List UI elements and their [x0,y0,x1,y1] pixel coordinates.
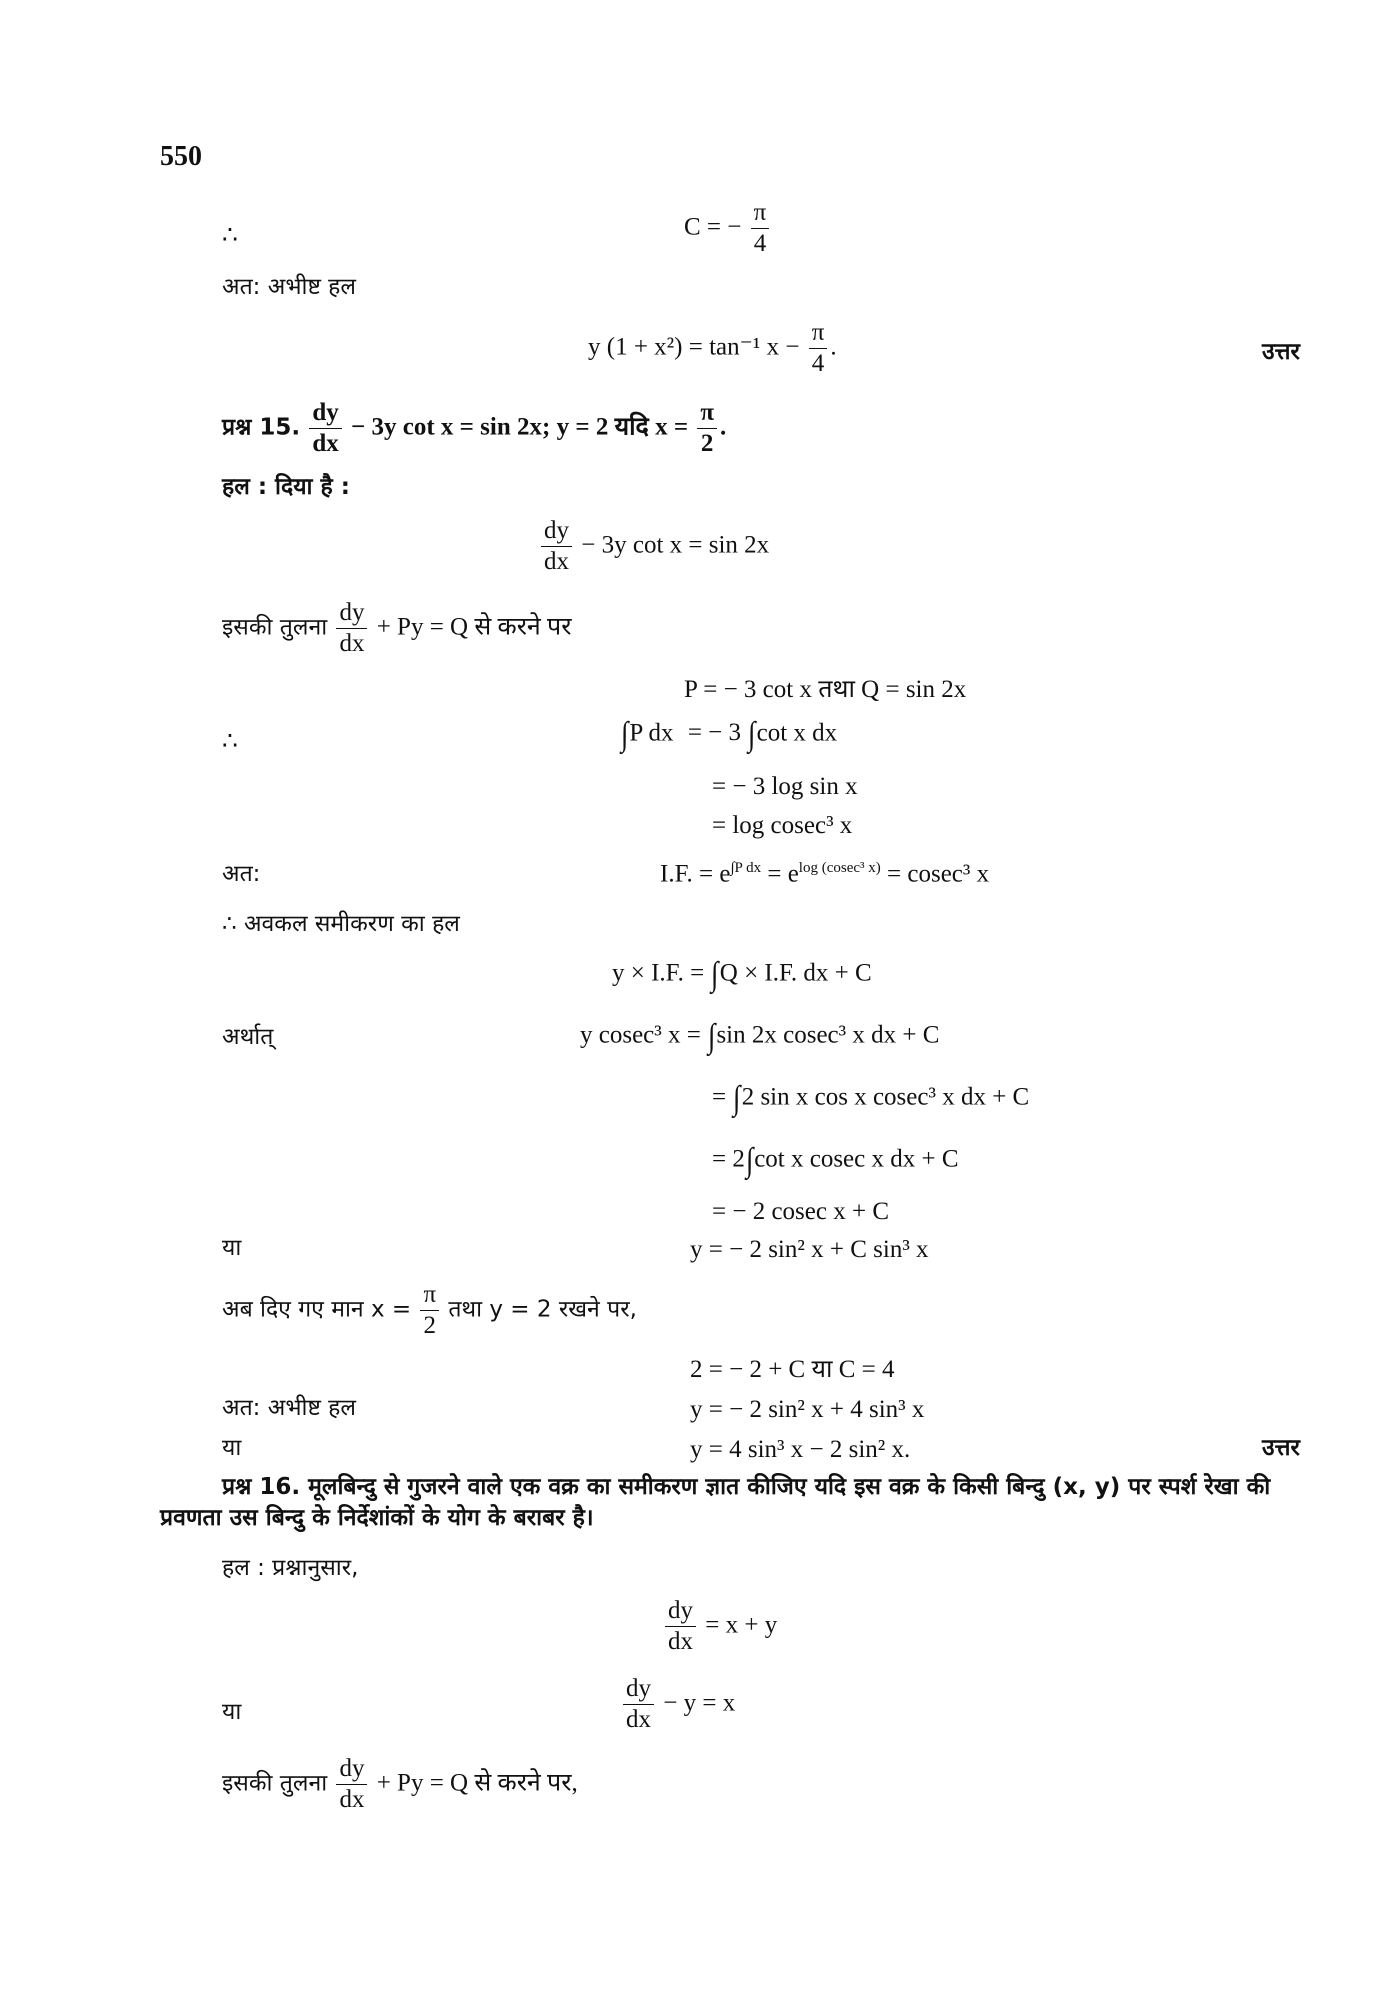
integral-p-line: ∫P dx = − 3 ∫cot x dx [620,716,838,753]
solution-formula: y × I.F. = ∫Q × I.F. dx + C [612,956,872,993]
required-solution-label: अत: अभीष्ट हल [222,1395,356,1421]
particular-solution: y = − 2 sin² x + 4 sin³ x [690,1396,925,1423]
particular-solution-rearranged: y = 4 sin³ x − 2 sin² x. [690,1436,911,1463]
question-16-statement: प्रश्न 16. मूलबिन्दु से गुजरने वाले एक वक्र का समीकरण ज्ञात कीजिए यदि इस वक्र के किसी बिन्दु (x, y) पर स्पर्श रेखा की प्रवणता उस बिन्दु के निर्देशांकों के योग के बराबर है। [160,1474,1271,1532]
linear-equation: $\frac{dy}{dx}$ − y = x [620,1676,735,1734]
integral-sign: ∫ [745,1142,754,1179]
integral-sign: ∫ [748,716,756,753]
pi-over-four: $\frac{\pi}{4}$ [751,200,770,258]
therefore-symbol: ∴ [222,728,238,755]
comparison-line: इसकी तुलना $\frac{dy}{dx}$ + Py = Q से करने पर, [222,1755,578,1814]
or-label: या [222,1235,242,1261]
answer-marker: उत्तर [1262,339,1300,365]
required-solution-equation: y (1 + x²) = tan⁻¹ x − $\frac{\pi}{4}$ . [588,319,837,378]
solution-step-3: = 2∫cot x cosec x dx + C [712,1142,959,1179]
required-solution-label: अत: अभीष्ट हल [222,274,356,300]
solution-step-4: = − 2 cosec x + C [712,1198,889,1225]
integral-sign: ∫ [733,1080,741,1117]
solution-step-2: = ∫2 sin x cos x cosec³ x dx + C [712,1080,1030,1117]
solution-given-label: हल : दिया है : [222,474,350,500]
hence-label: अत: [222,861,261,887]
or-label: या [222,1699,242,1725]
integral-sign: ∫ [711,956,719,993]
constant-value-equation: 2 = − 2 + C या C = 4 [690,1356,895,1383]
integral-step-log: = − 3 log sin x [712,773,858,800]
therefore-symbol: ∴ [222,222,238,249]
constant-equation: C = − $\frac{\pi}{4}$ [684,200,772,258]
p-and-q-values: P = − 3 cot x तथा Q = sin 2x [684,676,967,703]
integral-sign: ∫ [620,716,629,753]
general-solution: y = − 2 sin² x + C sin³ x [690,1236,929,1263]
solution-as-per-question-label: हल : प्रश्नानुसार, [222,1555,359,1581]
integrating-factor-equation: I.F. = $e^{\int P dx} = e^{log (cosec^3 x)} = cosec^3$ x [660,860,990,888]
page-number: 550 [160,141,202,172]
answer-marker: उत्तर [1262,1435,1300,1461]
solution-step-1: y cosec³ x = ∫sin 2x cosec³ x dx + C [580,1018,940,1055]
solution-of-differential-equation-label: ∴ अवकल समीकरण का हल [222,911,460,937]
comparison-line: इसकी तुलना $\frac{dy}{dx}$ + Py = Q से करने पर [222,599,572,658]
integral-sign: ∫ [708,1018,716,1055]
substitution-line: अब दिए गए मान x = $\frac{\pi}{2}$ तथा y = 2 रखने पर, [222,1281,637,1340]
or-label: या [222,1435,242,1461]
slope-equation: $\frac{dy}{dx}$ = x + y [662,1598,777,1656]
that-is-label: अर्थात् [222,1024,274,1050]
question-15-heading: प्रश्न 15. $\frac{dy}{dx}$ − 3y cot x = sin 2x; y = 2 यदि x = $\frac{\pi}{2}$ . [222,399,727,458]
integral-step-cosec: = log cosec³ x [712,812,853,839]
given-equation: $\frac{dy}{dx}$ − 3y cot x = sin 2x [538,518,769,576]
